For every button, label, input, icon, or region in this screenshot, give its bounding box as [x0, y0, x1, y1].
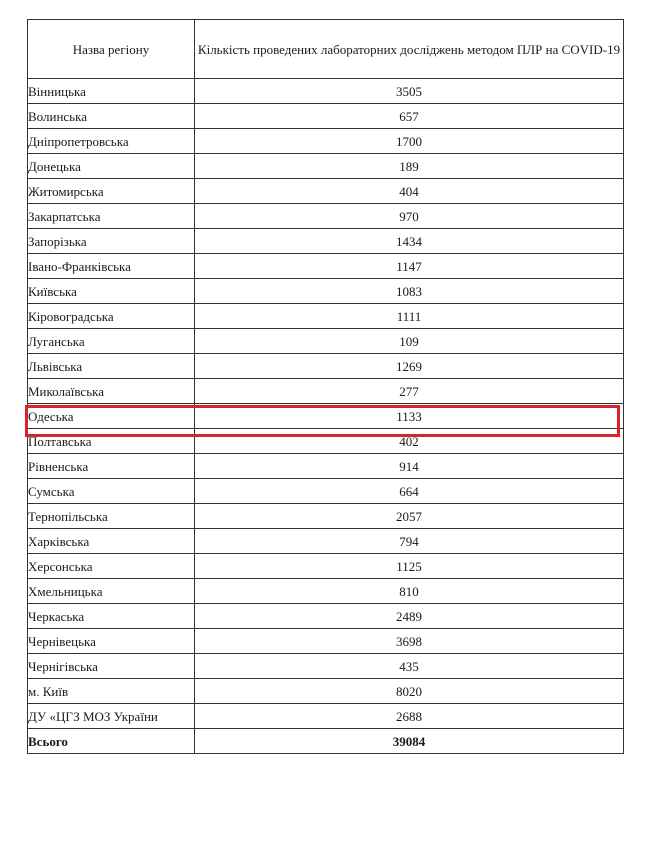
total-count: 39084: [195, 729, 624, 754]
table-row: [28, 254, 624, 279]
test-count: 3698: [195, 629, 624, 654]
table-row: [28, 504, 624, 529]
region-name: Чернігівська: [28, 654, 195, 679]
table-row: [28, 104, 624, 129]
region-name: Харківська: [28, 529, 195, 554]
test-count: 1700: [195, 129, 624, 154]
table-row: [28, 629, 624, 654]
table-row: [28, 229, 624, 254]
test-count: 8020: [195, 679, 624, 704]
table-row: [28, 179, 624, 204]
table-row: [28, 529, 624, 554]
test-count: 1083: [195, 279, 624, 304]
test-count: 277: [195, 379, 624, 404]
test-count: 109: [195, 329, 624, 354]
test-count: 2489: [195, 604, 624, 629]
test-count: 1269: [195, 354, 624, 379]
region-name: Хмельницька: [28, 579, 195, 604]
table-row: [28, 579, 624, 604]
test-count: 402: [195, 429, 624, 454]
region-name: Вінницька: [28, 79, 195, 104]
table-body: [28, 79, 624, 754]
region-name: Одеська: [28, 404, 195, 429]
header-region: Назва регіону: [28, 20, 195, 79]
region-name: Сумська: [28, 479, 195, 504]
region-name: Житомирська: [28, 179, 195, 204]
test-count: 404: [195, 179, 624, 204]
table-row: [28, 604, 624, 629]
total-label: Всього: [28, 729, 195, 754]
header-test-count: Кількість проведених лабораторних досліджень методом ПЛР на COVID-19: [195, 20, 624, 79]
region-name: Закарпатська: [28, 204, 195, 229]
test-count: 1133: [195, 404, 624, 429]
test-count: 664: [195, 479, 624, 504]
test-count: 794: [195, 529, 624, 554]
region-name: Херсонська: [28, 554, 195, 579]
test-count: 657: [195, 104, 624, 129]
test-count: 2057: [195, 504, 624, 529]
table-row: [28, 329, 624, 354]
region-name: Волинська: [28, 104, 195, 129]
table-row: [28, 429, 624, 454]
table-row: [28, 404, 624, 429]
region-name: Кіровоградська: [28, 304, 195, 329]
table-row: [28, 204, 624, 229]
region-name: Івано-Франківська: [28, 254, 195, 279]
test-count: 1111: [195, 304, 624, 329]
table-row: [28, 554, 624, 579]
test-count: 435: [195, 654, 624, 679]
table-row: [28, 704, 624, 729]
table-row: [28, 304, 624, 329]
region-name: Дніпропетровська: [28, 129, 195, 154]
region-name: Київська: [28, 279, 195, 304]
table-row: [28, 354, 624, 379]
table-row: [28, 679, 624, 704]
table-row: [28, 454, 624, 479]
region-name: Черкаська: [28, 604, 195, 629]
region-name: Миколаївська: [28, 379, 195, 404]
test-count: 189: [195, 154, 624, 179]
table-row: [28, 154, 624, 179]
table-row: [28, 79, 624, 104]
table-header-row: [28, 20, 624, 79]
test-count: 1147: [195, 254, 624, 279]
region-name: Луганська: [28, 329, 195, 354]
region-name: Львівська: [28, 354, 195, 379]
region-name: Тернопільська: [28, 504, 195, 529]
test-count: 2688: [195, 704, 624, 729]
test-count: 914: [195, 454, 624, 479]
region-name: Запорізька: [28, 229, 195, 254]
covid-pcr-tests-table: [27, 19, 624, 754]
test-count: 3505: [195, 79, 624, 104]
region-name: Рівненська: [28, 454, 195, 479]
region-name: ДУ «ЦГЗ МОЗ України: [28, 704, 195, 729]
region-name: Донецька: [28, 154, 195, 179]
test-count: 1434: [195, 229, 624, 254]
table-row-highlighted: [28, 379, 624, 404]
test-count: 970: [195, 204, 624, 229]
table-row: [28, 479, 624, 504]
region-name: Чернівецька: [28, 629, 195, 654]
test-count: 810: [195, 579, 624, 604]
region-name: м. Київ: [28, 679, 195, 704]
table-row: [28, 279, 624, 304]
table-total-row: [28, 729, 624, 754]
test-count: 1125: [195, 554, 624, 579]
region-name: Полтавська: [28, 429, 195, 454]
table-row: [28, 129, 624, 154]
table-row: [28, 654, 624, 679]
